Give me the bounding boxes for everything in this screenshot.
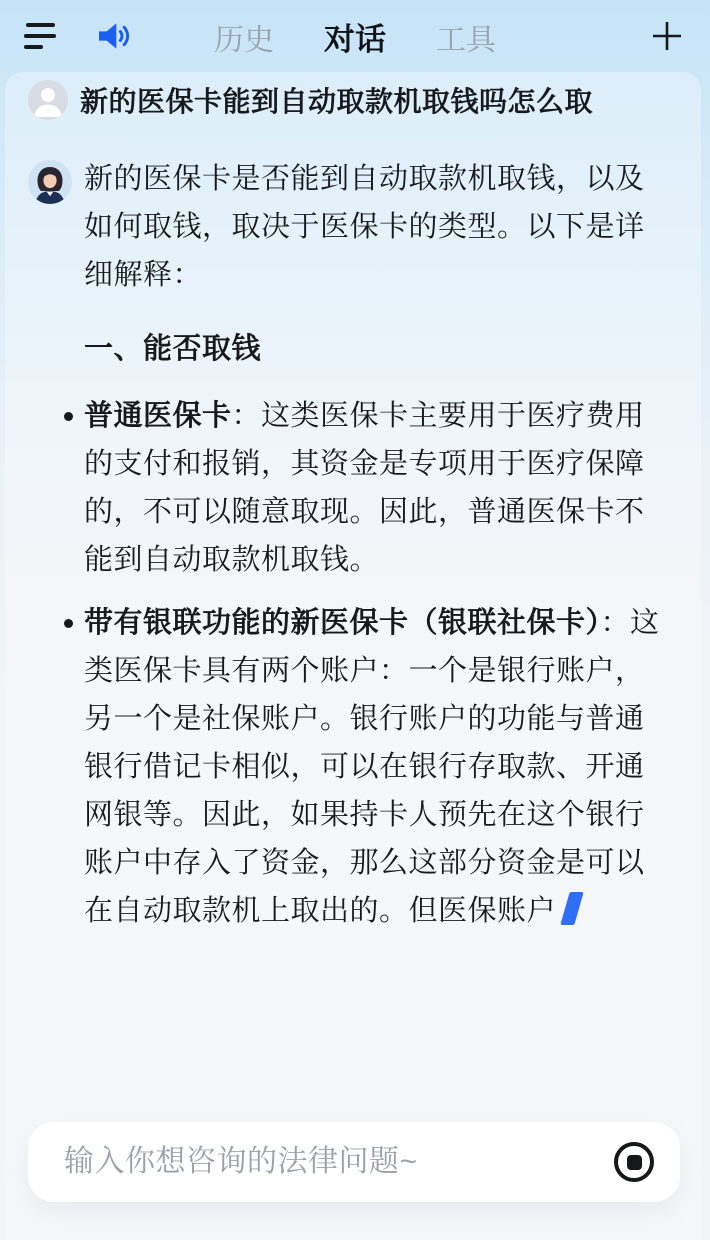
hamburger-menu-icon[interactable] [24, 23, 58, 49]
bullet-body-text: ：这类医保卡具有两个账户：一个是银行账户，另一个是社保账户。银行账户的功能与普通银行借记卡相似，可以在银行存取款、开通网银等。因此，如果持卡人预先在这个银行账户中存入了资金，那么这部分资金是可以在自动取款机上取出的。但医保账户 [84, 607, 660, 927]
bullet-item [84, 599, 670, 935]
stop-generation-button[interactable] [614, 1142, 654, 1182]
user-message-text: 新的医保卡能到自动取款机取钱吗怎么取 [80, 86, 594, 117]
stop-icon [627, 1155, 642, 1170]
bullet-bold-text: 带有银联功能的新医保卡（银联社保卡） [84, 607, 601, 639]
bullet-bold-text: 普通医保卡 [84, 400, 232, 432]
message-composer [28, 1122, 680, 1202]
bullet-body-text: ：这类医保卡主要用于医疗费用的支付和报销，其资金是专项用于医疗保障的，不可以随意取现。因此，普通医保卡不能到自动取款机取钱。 [84, 400, 645, 576]
chat-content [0, 72, 710, 950]
user-message-row [28, 80, 670, 120]
assistant-message-row [28, 160, 670, 950]
bullet-dot-icon [64, 619, 73, 628]
tab-dialog[interactable]: 对话 [324, 21, 386, 57]
bullet-dot-icon [64, 412, 73, 421]
assistant-message-text [84, 155, 670, 950]
tab-tools[interactable]: 工具 [436, 23, 496, 57]
top-bar [0, 0, 710, 72]
typing-cursor-icon [560, 892, 583, 925]
answer-bullet-list [84, 392, 670, 935]
tab-history[interactable]: 历史 [214, 23, 274, 57]
answer-intro: 新的医保卡是否能到自动取款机取钱，以及如何取钱，取决于医保卡的类型。以下是详细解释： [84, 163, 645, 291]
user-avatar [28, 80, 68, 120]
tab-bar [214, 14, 496, 59]
answer-section-heading: 一、能否取钱 [84, 333, 262, 365]
question-input[interactable] [28, 1145, 614, 1179]
speaker-icon[interactable] [94, 16, 134, 56]
bullet-item [84, 392, 670, 584]
plus-icon[interactable] [648, 17, 686, 55]
assistant-avatar [28, 160, 72, 204]
